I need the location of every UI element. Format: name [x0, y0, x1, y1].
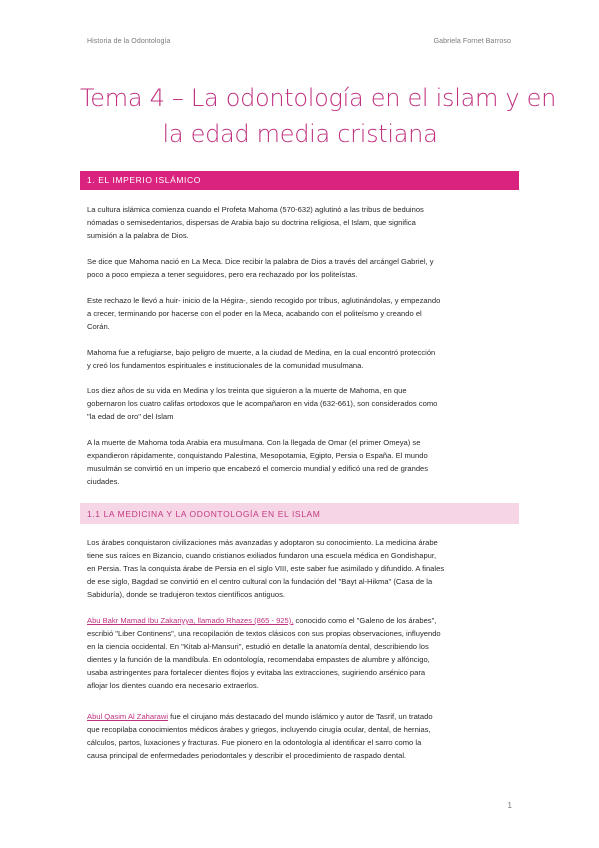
- text-line: expandieron rápidamente, conquistando Palestina, Mesopotamia, Egipto, Persia o España. El mundo: [87, 451, 428, 460]
- text-line: Sabiduría), donde se tradujeron textos científicos antiguos.: [87, 590, 285, 599]
- subsection-heading-bar: [80, 503, 519, 524]
- text-run: conocido como el "Galeno de los árabes",: [293, 616, 437, 625]
- text-line: Mahoma fue a refugiarse, bajo peligro de muerte, a la ciudad de Medina, en la cual encontró protección: [87, 348, 436, 357]
- text-line: tiene sus raíces en Bizancio, cuando cristianos exiliados fundaron una escuela médica en Gondishapur,: [87, 551, 437, 560]
- text-line: que recopilaba conocimientos médicos árabes y griegos, incluyendo cirugía ocular, dental, de hernias,: [87, 725, 431, 734]
- text-line: aflojar los dientes cuando era necesario extraerlos.: [87, 681, 259, 690]
- text-line: Los diez años de su vida en Medina y los treinta que siguieron a la muerte de Mahoma, en que: [87, 386, 407, 395]
- text-line: en la ciencia occidental. En "Kitab al-Mansuri", estudió en detalle la anatomía dental, describiendo los: [87, 642, 429, 651]
- text-line: gobernaron los cuatro califas ortodoxos que le acompañaron en vida (632-661), son considerados como: [87, 399, 438, 408]
- header-author: Gabriela Fornet Barroso: [433, 38, 511, 45]
- title-line-2: la edad media cristiana: [162, 120, 438, 148]
- section-heading-bar: [80, 171, 519, 190]
- text-line: dientes y la función de la mandíbula. En odontología, recomendaba empastes de alumbre y alfóncigo,: [87, 655, 430, 664]
- paragraph-rhazes: [87, 614, 517, 692]
- text-line: Se dice que Mahoma nació en La Meca. Dice recibir la palabra de Dios a través del arcángel Gabriel, y: [87, 257, 434, 266]
- paragraph-zaharawi: [87, 710, 517, 762]
- paragraph: [87, 536, 517, 601]
- text-line: usaba astringentes para fortalecer dientes flojos y evitaba las extracciones, sugiriendo arsénico para: [87, 668, 426, 677]
- text-line: Este rechazo le llevó a huir- inicio de la Hégira-, siendo recogido por tribus, aglutinándolas, y empezando: [87, 296, 441, 305]
- text-line: La cultura islámica comienza cuando el Profeta Mahoma (570-632) aglutinó a las tribus de beduinos: [87, 205, 424, 214]
- paragraph: [87, 346, 517, 372]
- text-line: ciudades.: [87, 477, 120, 486]
- text-line: [87, 710, 517, 723]
- text-line: musulmán se convirtió en un imperio que encabezó el comercio mundial y edificó una red de grandes: [87, 464, 429, 473]
- text-line: Los árabes conquistaron civilizaciones más avanzadas y adoptaron su conocimiento. La medicina árabe: [87, 538, 438, 547]
- text-line: a crecer, terminando por hacerse con el poder en la Meca, acabando con el politeísmo y creando el: [87, 309, 422, 318]
- text-line: cálculos, partos, luxaciones y fracturas. Fue pionero en la odontología al identificar el sarro como la: [87, 738, 422, 747]
- text-run: fue el cirujano más destacado del mundo islámico y autor de Tasrif, un tratado: [168, 712, 433, 721]
- page-number: 1: [507, 801, 512, 810]
- rhazes-link[interactable]: Abu Bakr Mamad Ibu Zakariyya, llamado Rhazes (865 - 925),: [87, 616, 294, 625]
- text-line: en Persia. Tras la conquista árabe de Persia en el siglo VIII, este saber fue asimilado y difundido. A finales: [87, 564, 445, 573]
- page-title: [80, 80, 556, 152]
- paragraph: [87, 255, 517, 281]
- text-line: A la muerte de Mahoma toda Arabia era musulmana. Con la llegada de Omar (el primer Omeya) se: [87, 438, 421, 447]
- text-line: "la edad de oro" del Islam: [87, 412, 174, 421]
- text-line: de ese siglo, Bagdad se convirtió en el centro cultural con la fundación del "Bayt al-Hikma" (Casa de la: [87, 577, 433, 586]
- text-line: poco a poco empieza a tener seguidores, pero era rechazado por los politeístas.: [87, 270, 358, 279]
- header-course-title: Historia de la Odontología: [87, 38, 171, 45]
- paragraph: [87, 384, 517, 423]
- text-line: escribió "Liber Continens", una recopilación de textos clásicos con sus propias observaciones, influyendo: [87, 629, 441, 638]
- section-heading: 1. EL IMPERIO ISLÁMICO: [87, 175, 201, 185]
- paragraph: [87, 436, 517, 488]
- text-line: sumisión a la palabra de Dios.: [87, 231, 189, 240]
- title-line-1: Tema 4 – La odontología en el islam y en: [80, 84, 556, 112]
- zaharawi-link[interactable]: Abul Qasim Al Zaharawi: [87, 712, 169, 721]
- text-line: causa principal de enfermedades periodontales y describir el procedimiento de raspado dental.: [87, 751, 407, 760]
- text-line: nómadas o semisedentarios, dispersas de Arabia bajo su doctrina religiosa, el Islam, que significa: [87, 218, 416, 227]
- text-line: Corán.: [87, 322, 110, 331]
- paragraph: [87, 203, 517, 242]
- text-line: [87, 614, 517, 627]
- text-line: y creó los fundamentos espirituales e institucionales de la comunidad musulmana.: [87, 361, 364, 370]
- paragraph: [87, 294, 517, 333]
- subsection-heading: 1.1 LA MEDICINA Y LA ODONTOLOGÍA EN EL ISLAM: [87, 509, 321, 519]
